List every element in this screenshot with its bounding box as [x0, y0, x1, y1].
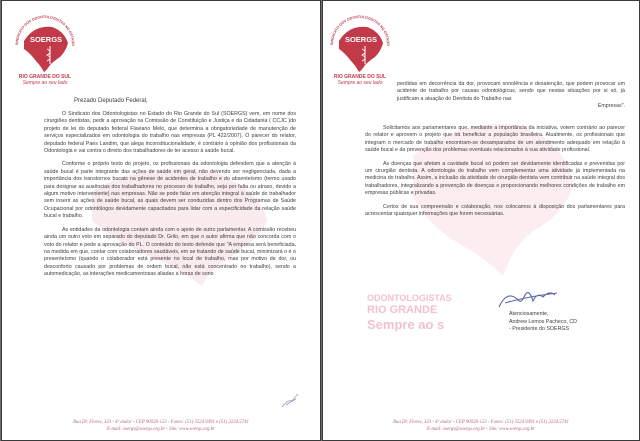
soergs-logo [327, 7, 393, 86]
logo-arc-text: SINDICATO DOS ODONTOLOGISTAS NO ESTADO [329, 14, 391, 46]
footer-address: Rua Dr. Flores, 323 - 4º andar - CEP 90020-123 - Fones: (51) 3224.9491 e (51) 3224.5741 [73, 420, 249, 425]
soergs-logo [12, 7, 78, 86]
footer-contact: E-mail: soergs@soergs.org.br - Site: www.soergs.org.br [106, 427, 216, 432]
paragraph: O Sindicato dos Odontologistas no Estado do Rio Grande do Sul (SOERGS) vem, em nome dos cirurgiões dentistas, pedir a aprovação na Comissão de Constituição e Justiça e da Cidadania ( CCJC )do projeto de lei do deputado federal Flaviano Melo, que determina a obrigatoriedade de manutenção de serviços especializados em odontologia do trabalho nas empresas (PL 422/2007). O parecer do relator, deputado federal Paes Landim, que alega inconstitucionalidade, é contrário à opinião dos profissionais da Odontologia e vai contra o direito dos trabalhadores de ter acesso à saúde bucal. [44, 111, 296, 155]
continuation-text: perdidas em decorrência da dor, provocam sonolência e desatenção, que podem provocar um acidente de trabalho por causas odontológicas, sendo que nestas situações por si só, já justificam a atuação do Dentista do Trabalho nas [397, 81, 625, 102]
logo-motto: Sempre ao seu lado [22, 80, 68, 86]
closing: Atenciosamente, [509, 311, 549, 317]
signer-name: Andrew Lemos Pacheco, CD [509, 318, 578, 325]
paragraph: Conforme o próprio texto do projeto, os profissionais da odontologia defendem que a atenção à saúde bucal é parte integrante das ações de saúde em geral, não devendo ser negligenciada, dada a importância dos transtornos bucais na gênese de acidentes de trabalho e do absenteísmo (termo usado para designar as ausências dos trabalhadores no processo de trabalho, seja por falta ou atraso, devido a algum motivo interveniente) nas empresas. Não se pode falar em atenção integral à saúde do trabalhador sem inserir as ações de saúde bucal, as quais devem ser conduzidas dentro dos Programas de Saúde Ocupacional por odontólogos devidamente capacitados para lidar com a especificidade da relação saúde bucal e trabalho. [44, 161, 296, 220]
paragraph: Solicitamos aos parlamentares que, mediante a importância da iniciativa, votem contrário ao parecer do relator e aprovem o projeto que irá beneficiar a população brasileira. Atualmente, os profissionais que integram o mercado de trabalho encontram-se desamparados de um atendimento adequado em relação à saúde bucal e da prevenção dos problemas eventuais relacionados à sua atividade profissional. [365, 125, 625, 154]
letter-body-page-2 [365, 125, 625, 224]
logo-motto: Sempre ao seu lado [337, 80, 383, 86]
letter-page-2 [322, 0, 640, 441]
signer-title: - Presidente do SOERGS [509, 326, 570, 332]
logo-name: SOERGS [344, 35, 378, 44]
initials-mark-icon [280, 393, 300, 409]
footer-address: Rua Dr. Flores, 323 - 4º andar - CEP 90020-123 - Fones: (51) 3224.9491 e (51) 3224.5741 [393, 420, 569, 425]
letter-body-page-1 [44, 111, 296, 285]
letterhead-footer [323, 419, 639, 433]
greeting: Prezado Deputado Federal, [74, 98, 148, 104]
letterhead-footer [2, 419, 320, 433]
paragraph: Certos de sua compreensão e colaboração, nos colocamos à disposição dos parlamentares para acrescentar quaisquer informações que forem necessárias. [365, 203, 625, 218]
logo-arc-text: SINDICATO DOS ODONTOLOGISTAS NO ESTADO [14, 14, 76, 46]
handwritten-signature-icon [495, 287, 561, 309]
logo-region: RIO GRANDE DO SUL [333, 74, 387, 80]
paragraph: As entidades da odontologia contam ainda com o apoio de outro parlamentar. A comissão recebeu ainda um outro voto em separado do deputado Dr. Grilo, em que o autor afirma que não concorda com o voto do relator e pede a aprovação do PL. O conteúdo do texto defende que "A empresa será beneficiada, na medida em que, contar com colaboradores saudáveis, em se tratando de saúde bucal, minimizará o é o presenteísmo (quando o colaborador está presente no local de trabalho, mas por motivo de dor, ou desconforto causado por problemas de ordem bucal, não está concentrado no trabalho), sendo a automedicação, as interações medicamentosas aliadas a horas de sono [44, 226, 296, 278]
watermark-motto: Sempre ao s [367, 317, 445, 332]
letter-page-1 [1, 0, 321, 441]
soergs-logo-graphic [12, 7, 78, 73]
watermark-arc-text: ODONTOLOGISTAS [367, 293, 452, 303]
footer-contact: E-mail: soergs@soergs.org.br - Site: www.soergs.org.br [426, 427, 536, 432]
watermark-lettering [367, 293, 452, 332]
signature-block [509, 311, 577, 334]
soergs-logo-graphic [327, 7, 393, 73]
continuation-end: Empresas". [597, 103, 625, 110]
logo-region: RIO GRANDE DO SUL [18, 74, 72, 80]
logo-name: SOERGS [29, 35, 63, 44]
paragraph: As doenças que afetam a cavidade bucal só podem ser devidamente identificadas e prevenidas por um cirurgião dentista. A odontologia do trabalho vem complementar uma atividade já implementada na medicina do trabalho. Assim, a inclusão da atividade do cirurgião dentista vem contribuir na saúde integral dos trabalhadores, integralizando a prevenção de doenças e proporcionando melhores condições de trabalho em empresas públicas e privadas. [365, 160, 625, 197]
letter-body-page-2-intro [397, 81, 625, 121]
watermark-region: RIO GRANDE [367, 304, 438, 316]
